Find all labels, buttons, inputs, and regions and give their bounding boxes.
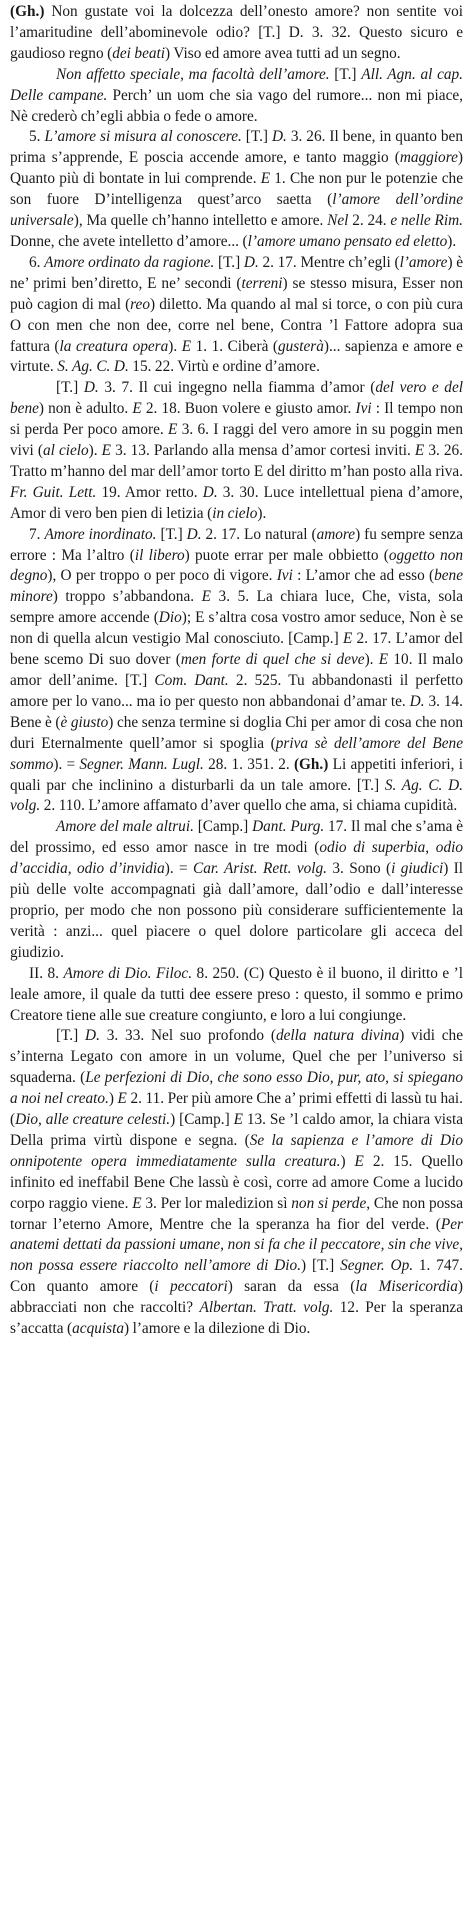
- text-run: ): [340, 1152, 355, 1170]
- italic-text: E: [201, 588, 211, 606]
- italic-text: D.: [186, 525, 202, 543]
- italic-text: E: [414, 442, 425, 460]
- italic-text: l’amore dell’ordine universale: [10, 191, 463, 230]
- text-run: ) che senza termine si doglia Chi per amor di cosa che non duri Eternalmente quell’amor si spoglia (: [10, 713, 463, 752]
- italic-text: Amore ordinato da ragione.: [44, 253, 215, 271]
- italic-text: D.: [83, 379, 99, 397]
- text-run: ) diletto. Ma quando al mal si torce, o con più cura O con men che non dee, corre nel bene, Contra ’l Fattore adopra sua fattura (: [10, 295, 464, 355]
- italic-text: la Misericordia: [355, 1278, 458, 1296]
- text-run: ) abbracciati non che raccolti?: [10, 1278, 464, 1317]
- entry-paragraph: [10, 817, 463, 963]
- text-run: 3. 26. Tratto m’hanno del mar dell’amor torto E del diritto m’han posto alla riva.: [10, 442, 463, 480]
- text-run: : Il tempo non si perda Per poco amore.: [10, 400, 463, 439]
- text-run: ).: [168, 337, 182, 355]
- italic-text: E: [132, 1194, 142, 1212]
- italic-text: Amore di Dio.: [63, 964, 152, 982]
- italic-text: del vero e del bene: [10, 379, 463, 418]
- italic-text: E: [354, 1152, 364, 1170]
- text-run: 13. Se ’l caldo amor, la chiara vista Della prima virtù dispone e segna. (: [10, 1111, 464, 1149]
- entry-paragraph: [10, 253, 463, 378]
- italic-text: in cielo: [212, 504, 258, 522]
- text-run: 3. Sono (: [326, 860, 392, 878]
- text-run: ), Ma quelle ch’hanno intelletto e amore.: [73, 212, 328, 230]
- text-run: 15. 22. Virtù e ordine d’amore.: [128, 358, 320, 376]
- italic-text: maggiore: [399, 149, 458, 167]
- text-run: [T.]: [56, 379, 84, 397]
- italic-text: acquista: [72, 1320, 124, 1338]
- text-run: 19. Amor retto.: [96, 483, 203, 501]
- italic-text: Segner. Mann. Lugl.: [79, 755, 204, 773]
- text-run: [T.]: [241, 128, 272, 146]
- text-run: 2. 11. Per più amore Che a’ primi effetti di lassù tu hai. (: [10, 1090, 463, 1129]
- text-run: 2. 24.: [348, 212, 391, 230]
- italic-text: amore: [316, 525, 356, 543]
- italic-text: D.: [202, 483, 218, 501]
- italic-text: S. Ag. C. D. volg.: [10, 776, 463, 815]
- text-run: 10. Il malo amor dell’anime. [T.]: [10, 651, 464, 689]
- italic-text: Dant. Purg.: [252, 818, 325, 836]
- italic-text: odio di superbia, odio d’accidia, odio d’invidia: [10, 839, 463, 878]
- text-run: 3. 7. Il cui ingegno nella fiamma d’amor (: [98, 379, 376, 397]
- text-run: ): [108, 1090, 118, 1108]
- text-run: [T.]: [329, 65, 362, 83]
- italic-text: Segner. Op.: [340, 1257, 414, 1275]
- italic-text: e nelle Rim.: [390, 212, 463, 230]
- italic-text: la creatura opera: [59, 337, 169, 355]
- text-run: ).: [364, 651, 379, 669]
- text-run: 2. 18. Buon volere e giusto amor.: [141, 400, 356, 418]
- italic-text: dei beati: [112, 44, 166, 62]
- text-run: 1. Che non pur le potenzie che son fuore D’intelligenza quest’arco saetta (: [10, 170, 463, 209]
- italic-text: Nel: [327, 212, 349, 230]
- text-run: 17. Il mal che s’ama è del prossimo, ed esso amor nasce in tre modi (: [10, 818, 464, 857]
- text-run: ).: [257, 504, 267, 522]
- italic-text: E: [260, 170, 271, 188]
- text-run: 3. 6. I raggi del vero amore in su poggin men vivi (: [10, 421, 463, 460]
- italic-text: men forte di quel che si deve: [180, 651, 365, 669]
- italic-text: l’amore umano pensato ed eletto: [247, 232, 448, 250]
- text-run: ).: [88, 442, 102, 460]
- text-run: , Che non possa tornar l’eterno Amore, Mentre che la speranza ha fior del verde. (: [10, 1194, 463, 1233]
- italic-text: il libero: [134, 546, 185, 564]
- italic-text: Amore inordinato.: [44, 525, 157, 543]
- italic-text: terreni: [241, 274, 283, 292]
- italic-text: Ivi: [355, 400, 372, 418]
- italic-text: al cielo: [42, 442, 89, 460]
- italic-text: Amore del male altrui.: [56, 818, 194, 836]
- italic-text: Dio: [158, 609, 182, 627]
- entry-paragraph: [10, 1026, 463, 1340]
- text-run: 12. Per la speranza s’accatta (: [10, 1299, 463, 1338]
- entry-paragraph: [10, 964, 463, 1027]
- text-run: 3. 26. Il bene, in quanto ben prima s’apprende, E poscia accende amore, e tanto maggio (: [10, 128, 463, 167]
- italic-text: oggetto non degno: [10, 546, 464, 585]
- text-run: ) [Camp.]: [170, 1111, 234, 1129]
- entry-paragraph: [10, 378, 463, 524]
- entry-paragraph: [10, 2, 463, 65]
- italic-text: E: [342, 630, 353, 648]
- text-run: )... sapienza e amore e virtute.: [10, 337, 463, 376]
- italic-text: S. Ag. C. D.: [57, 358, 129, 376]
- text-run: ) l’amore e la dilezione di Dio.: [123, 1320, 311, 1338]
- text-run: ) Viso ed amore avea tutti ad un segno.: [165, 44, 401, 62]
- entry-paragraph: [10, 65, 463, 128]
- italic-text: D.: [409, 692, 425, 710]
- text-run: ) [T.]: [301, 1257, 341, 1275]
- text-run: 5.: [29, 128, 45, 146]
- italic-text: D.: [243, 253, 259, 271]
- text-run: 1. 1. Ciberà (: [191, 337, 278, 355]
- italic-text: Fr. Guit. Lett.: [10, 483, 97, 501]
- italic-text: Non affetto speciale, ma facoltà dell’amore.: [56, 65, 330, 83]
- text-run: 2. 17. L’amor del bene scemo Di suo dover (: [10, 630, 463, 669]
- text-run: Li appetiti inferiori, i quali par che inclinino a disturbarli da un tale amore. [T.]: [10, 755, 463, 794]
- text-run: [T.]: [56, 1027, 86, 1045]
- text-run: ) è ne’ primi ben’diretto, E ne’ secondi (: [10, 253, 464, 292]
- italic-text: E: [101, 442, 112, 460]
- italic-text: reo: [130, 295, 150, 313]
- text-run: ) fu sempre senza errore : Ma l’altro (: [10, 525, 463, 564]
- italic-text: l’amore: [399, 253, 448, 271]
- text-run: 28. 1. 351. 2.: [203, 755, 294, 773]
- italic-text: Le perfezioni di Dio, che sono esso Dio, pur, ato, si spiegano a noi nel creato.: [10, 1069, 463, 1108]
- text-run: ) Quanto più di bontate in lui comprende.: [10, 149, 463, 188]
- text-run: 2. 525. Tu abbandonasti il perfetto amore per lo vano... ma io per questo non abbandonai d’amar te.: [10, 672, 464, 710]
- text-run: ) vidi che s’interna Legato con amore in un volume, Quel che per l’universo si squaderna. (: [10, 1027, 463, 1087]
- text-run: ), O per troppo o per poco di vigore.: [47, 567, 277, 585]
- italic-text: Per anatemi dettati da passioni umane, non si fa che il peccatore, sin che vive, non possa essere riaccolto nell’amore di Dio.: [10, 1215, 463, 1275]
- text-run: 1. 747. Con quanto amore (: [10, 1257, 463, 1296]
- text-run: 2. 15. Quello infinito ed ineffabil Bene Che lassù è così, corre ad amore Come a lucido corpo raggio viene.: [10, 1152, 463, 1212]
- italic-text: E: [168, 421, 178, 439]
- italic-text: è giusto: [60, 713, 109, 731]
- italic-text: Se la sapienza e l’amore di Dio onnipotente opera immediatamente sulla creatura.: [10, 1131, 463, 1170]
- bold-text: (Gh.): [293, 755, 329, 773]
- text-run: Donne, che avete intelletto d’amore... (: [10, 232, 248, 250]
- text-run: 3. 30. Luce intellettual piena d’amore, Amor di vero ben pien di letizia (: [10, 483, 463, 522]
- entry-paragraph: [10, 525, 463, 818]
- italic-text: Dio, alle creature celesti.: [15, 1111, 171, 1129]
- text-run: 3. 13. Parlando alla mensa d’amor cortesi inviti.: [111, 442, 415, 460]
- bold-text: (Gh.): [10, 3, 45, 20]
- text-run: 3. 14. Bene è (: [10, 692, 463, 731]
- text-run: 3. 33. Nel suo profondo (: [99, 1027, 276, 1045]
- italic-text: Car. Arist. Rett. volg.: [193, 860, 327, 878]
- text-run: 2. 17. Mentre ch’egli (: [258, 253, 400, 271]
- text-run: 2. 110. L’amore affamato d’aver quello che ama, si chiama cupidità.: [40, 797, 458, 815]
- text-run: ).: [447, 232, 457, 250]
- italic-text: D.: [272, 128, 287, 146]
- italic-text: Albertan. Tratt. volg.: [199, 1299, 334, 1317]
- text-run: ) puote errar per male obbietto (: [184, 546, 389, 564]
- italic-text: della natura divina: [275, 1027, 400, 1045]
- text-run: ). =: [164, 860, 194, 878]
- italic-text: priva sè dell’amore del Bene sommo: [10, 734, 463, 773]
- text-run: ). =: [53, 755, 80, 773]
- text-run: [T.]: [156, 525, 187, 543]
- text-run: 3. Per lor maledizion sì: [141, 1194, 292, 1212]
- italic-text: All. Agn. al cap. Delle campane.: [10, 65, 463, 104]
- italic-text: E: [378, 651, 389, 669]
- text-run: ); E s’altra cosa vostro amor seduce, Non è se non di quella alcun vestigio Mal conosciuto. [Camp.]: [10, 609, 464, 648]
- italic-text: E: [132, 400, 142, 418]
- italic-text: Filoc.: [155, 964, 193, 982]
- text-run: [Camp.]: [193, 818, 253, 836]
- text-run: 8. 250. (C) Questo è il buono, il diritto e ’l leale amore, il quale da tutti dee essere preso : questo, il sommo e primo Creatore tiene alle sue creature congiunto, e loro a lui congiunge.: [10, 964, 463, 1024]
- italic-text: L’amore si misura al conoscere.: [44, 128, 242, 146]
- text-run: ) troppo s’abbandona.: [52, 588, 202, 606]
- text-run: 2. 17. Lo natural (: [201, 525, 317, 543]
- italic-text: gusterà: [277, 337, 324, 355]
- text-run: [T.]: [214, 253, 244, 271]
- italic-text: Com. Dant.: [154, 672, 229, 689]
- text-run: 6.: [29, 253, 45, 271]
- text-run: II. 8.: [29, 964, 64, 982]
- italic-text: non si perde: [291, 1194, 367, 1212]
- italic-text: i peccatori: [154, 1278, 228, 1296]
- italic-text: E: [233, 1111, 243, 1129]
- text-run: ) non è adulto.: [38, 400, 133, 418]
- italic-text: E: [117, 1090, 127, 1108]
- entry-paragraph: [10, 127, 463, 252]
- text-run: Non gustate voi la dolcezza dell’onesto amore? non sentite voi l’amaritudine dell’abominevole odio? [T.] D. 3. 32. Questo sicuro e gaudioso regno (: [10, 3, 463, 62]
- italic-text: E: [181, 337, 192, 355]
- italic-text: Ivi: [276, 567, 293, 585]
- text-run: Perch’ un uom che sia vago del rumore... non mi piace, Nè crederò ch’egli abbia o fede o amore.: [10, 86, 463, 125]
- text-run: 3. 5. La chiara luce, Che, vista, sola sempre amore accende (: [10, 588, 463, 627]
- italic-text: bene minore: [10, 567, 463, 606]
- text-run: : L’amor che ad esso (: [292, 567, 435, 585]
- italic-text: i giudici: [391, 860, 444, 878]
- text-run: ) Il più delle volte accompagnati già dall’amore, dall’odio e dall’interesse proprio, per modo che non possono più considerare sufficientemente la verità : anzi... quel piacere o quel dolore particolare gli acceca del giudizio.: [10, 860, 464, 961]
- text-run: 7.: [29, 525, 45, 543]
- text-run: ) saran da essa (: [227, 1278, 356, 1296]
- text-run: ) se stesso misura, Esser non può cagion di mal (: [10, 274, 463, 313]
- italic-text: D.: [85, 1027, 100, 1045]
